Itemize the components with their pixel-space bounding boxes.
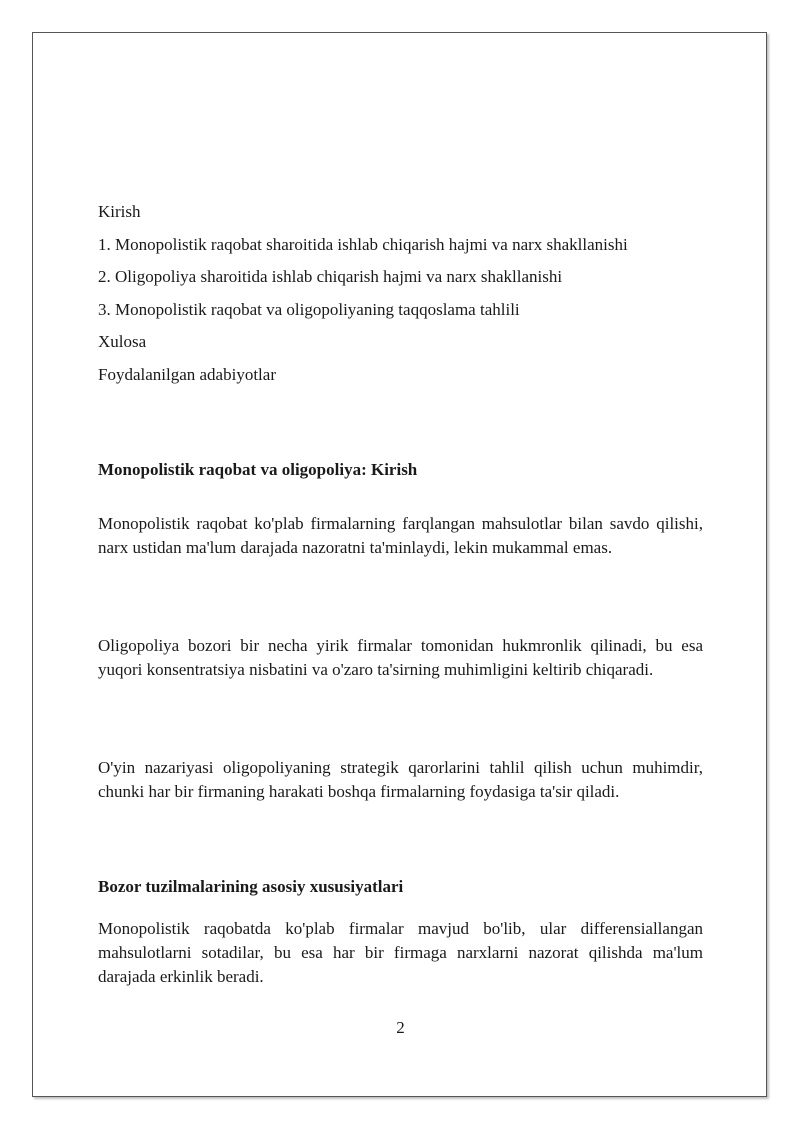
toc-item-chapter-2: 2. Oligopoliya sharoitida ishlab chiqarish hajmi va narx shakllanishi [98,267,563,287]
toc-item-chapter-1: 1. Monopolistik raqobat sharoitida ishlab chiqarish hajmi va narx shakllanishi [98,234,628,254]
toc-item-introduction: Kirish [98,202,141,221]
toc-item-conclusion: Xulosa [98,332,147,352]
paragraph-monopolistic-competition: Monopolistik raqobat ko'plab firmalarning farqlangan mahsulotlar bilan savdo qilishi, narx ustidan ma'lum darajada nazoratni ta'minlaydi, lekin mukammal emas. [98,514,703,557]
paragraph-game-theory: O'yin nazariyasi oligopoliyaning strategik qarorlarini tahlil qilish uchun muhimdir, chunki har bir firmaning harakati boshqa firmalarning foydasiga ta'sir qiladi. [98,758,703,801]
document-page [32,32,767,1097]
paragraph-market-features: Monopolistik raqobatda ko'plab firmalar mavjud bo'lib, ular differensiallangan mahsulotlarni sotadilar, bu esa har bir firmaga narxlarni nazorat qilishda ma'lum darajada erkinlik beradi. [98,919,703,986]
paragraph-oligopoly: Oligopoliya bozori bir necha yirik firmalar tomonidan hukmronlik qilinadi, bu esa yuqori konsentratsiya nisbatini va o'zaro ta'sirning muhimligini keltirib chiqaradi. [98,636,703,679]
table-of-contents [98,201,703,397]
page-number: 2 [396,1018,405,1037]
section-heading-market-structures: Bozor tuzilmalarining asosiy xususiyatlari [98,877,404,896]
toc-item-chapter-3: 3. Monopolistik raqobat va oligopoliyaning taqqoslama tahlili [98,299,520,319]
toc-item-references: Foydalanilgan adabiyotlar [98,364,276,384]
section-heading-introduction: Monopolistik raqobat va oligopoliya: Kirish [98,460,418,479]
